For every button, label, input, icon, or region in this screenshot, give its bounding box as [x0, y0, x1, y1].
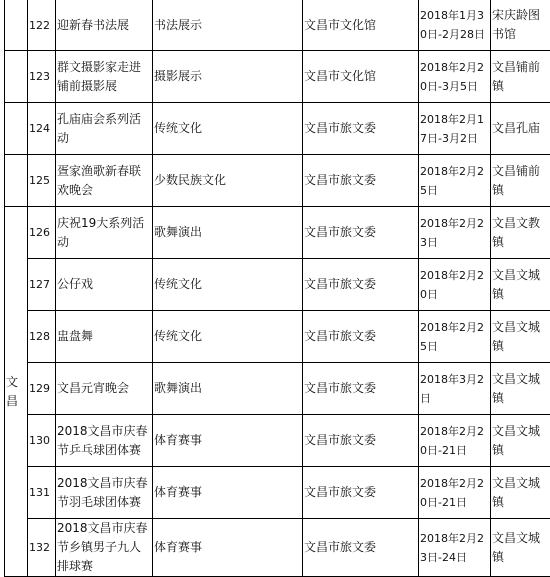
event-type: 传统文化: [153, 259, 303, 311]
event-name: 2018文昌市庆春节乡镇男子九人排球赛: [56, 519, 153, 577]
venue: 文昌文教镇: [491, 207, 550, 259]
event-type: 书法展示: [153, 0, 303, 51]
event-name: 庆祝19大系列活动: [56, 207, 153, 259]
event-date: 2018年2月23日: [419, 207, 491, 259]
event-date: 2018年2月20日-21日: [419, 467, 491, 519]
event-date: 2018年2月17日-3月2日: [419, 103, 491, 155]
organizer: 文昌市旅文委: [303, 467, 419, 519]
event-date: 2018年1月30日-2月28日: [419, 0, 491, 51]
event-type: 传统文化: [153, 103, 303, 155]
event-type: 体育赛事: [153, 467, 303, 519]
organizer: 文昌市旅文委: [303, 415, 419, 467]
row-number: 128: [28, 311, 56, 363]
row-number: 124: [28, 103, 56, 155]
row-number: 126: [28, 207, 56, 259]
event-name: 文昌元宵晚会: [56, 363, 153, 415]
event-type: 少数民族文化: [153, 155, 303, 207]
table-row: [5, 259, 550, 311]
venue: 文昌文城镇: [491, 415, 550, 467]
row-number: 131: [28, 467, 56, 519]
venue: 文昌孔庙: [491, 103, 550, 155]
event-name: 2018文昌市庆春节乒乓球团体赛: [56, 415, 153, 467]
organizer: 文昌市旅文委: [303, 363, 419, 415]
table-row: [5, 207, 550, 259]
venue: 文昌铺前镇: [491, 51, 550, 103]
venue: 文昌铺前镇: [491, 155, 550, 207]
table-row: [5, 415, 550, 467]
row-number: 127: [28, 259, 56, 311]
organizer: 文昌市旅文委: [303, 259, 419, 311]
event-name: 疍家渔歌新春联欢晚会: [56, 155, 153, 207]
event-name: 2018文昌市庆春节羽毛球团体赛: [56, 467, 153, 519]
organizer: 文昌市旅文委: [303, 155, 419, 207]
table-row: [5, 103, 550, 155]
event-type: 传统文化: [153, 311, 303, 363]
event-date: 2018年2月20日-21日: [419, 415, 491, 467]
row-number: 130: [28, 415, 56, 467]
table-row: [5, 0, 550, 51]
event-type: 摄影展示: [153, 51, 303, 103]
venue: 文昌文城镇: [491, 519, 550, 577]
events-table: [4, 0, 550, 577]
table-row: [5, 519, 550, 577]
region-cell-empty: [5, 155, 28, 207]
row-number: 125: [28, 155, 56, 207]
event-name: 群文摄影家走进铺前摄影展: [56, 51, 153, 103]
event-name: 公仔戏: [56, 259, 153, 311]
venue: 文昌文城镇: [491, 363, 550, 415]
table-row: [5, 311, 550, 363]
table-row: [5, 467, 550, 519]
event-date: 2018年2月25日: [419, 311, 491, 363]
event-date: 2018年3月2日: [419, 363, 491, 415]
organizer: 文昌市文化馆: [303, 0, 419, 51]
organizer: 文昌市旅文委: [303, 103, 419, 155]
event-date: 2018年2月20日-3月5日: [419, 51, 491, 103]
table-row: [5, 155, 550, 207]
event-date: 2018年2月20日: [419, 259, 491, 311]
event-name: 盅盘舞: [56, 311, 153, 363]
organizer: 文昌市旅文委: [303, 519, 419, 577]
event-name: 迎新春书法展: [56, 0, 153, 51]
row-number: 129: [28, 363, 56, 415]
row-number: 132: [28, 519, 56, 577]
table-row: [5, 51, 550, 103]
event-date: 2018年2月25日: [419, 155, 491, 207]
region-cell: 文昌: [5, 207, 28, 577]
row-number: 123: [28, 51, 56, 103]
event-type: 歌舞演出: [153, 207, 303, 259]
region-cell-empty: [5, 103, 28, 155]
venue: 宋庆龄图书馆: [491, 0, 550, 51]
event-type: 体育赛事: [153, 519, 303, 577]
row-number: 122: [28, 0, 56, 51]
venue: 文昌文城镇: [491, 467, 550, 519]
venue: 文昌文城镇: [491, 259, 550, 311]
venue: 文昌文城镇: [491, 311, 550, 363]
event-name: 孔庙庙会系列活动: [56, 103, 153, 155]
event-type: 歌舞演出: [153, 363, 303, 415]
event-date: 2018年2月23日-24日: [419, 519, 491, 577]
region-cell-empty: [5, 51, 28, 103]
region-cell-empty: [5, 0, 28, 51]
organizer: 文昌市旅文委: [303, 207, 419, 259]
table-row: [5, 363, 550, 415]
event-type: 体育赛事: [153, 415, 303, 467]
organizer: 文昌市旅文委: [303, 311, 419, 363]
organizer: 文昌市文化馆: [303, 51, 419, 103]
